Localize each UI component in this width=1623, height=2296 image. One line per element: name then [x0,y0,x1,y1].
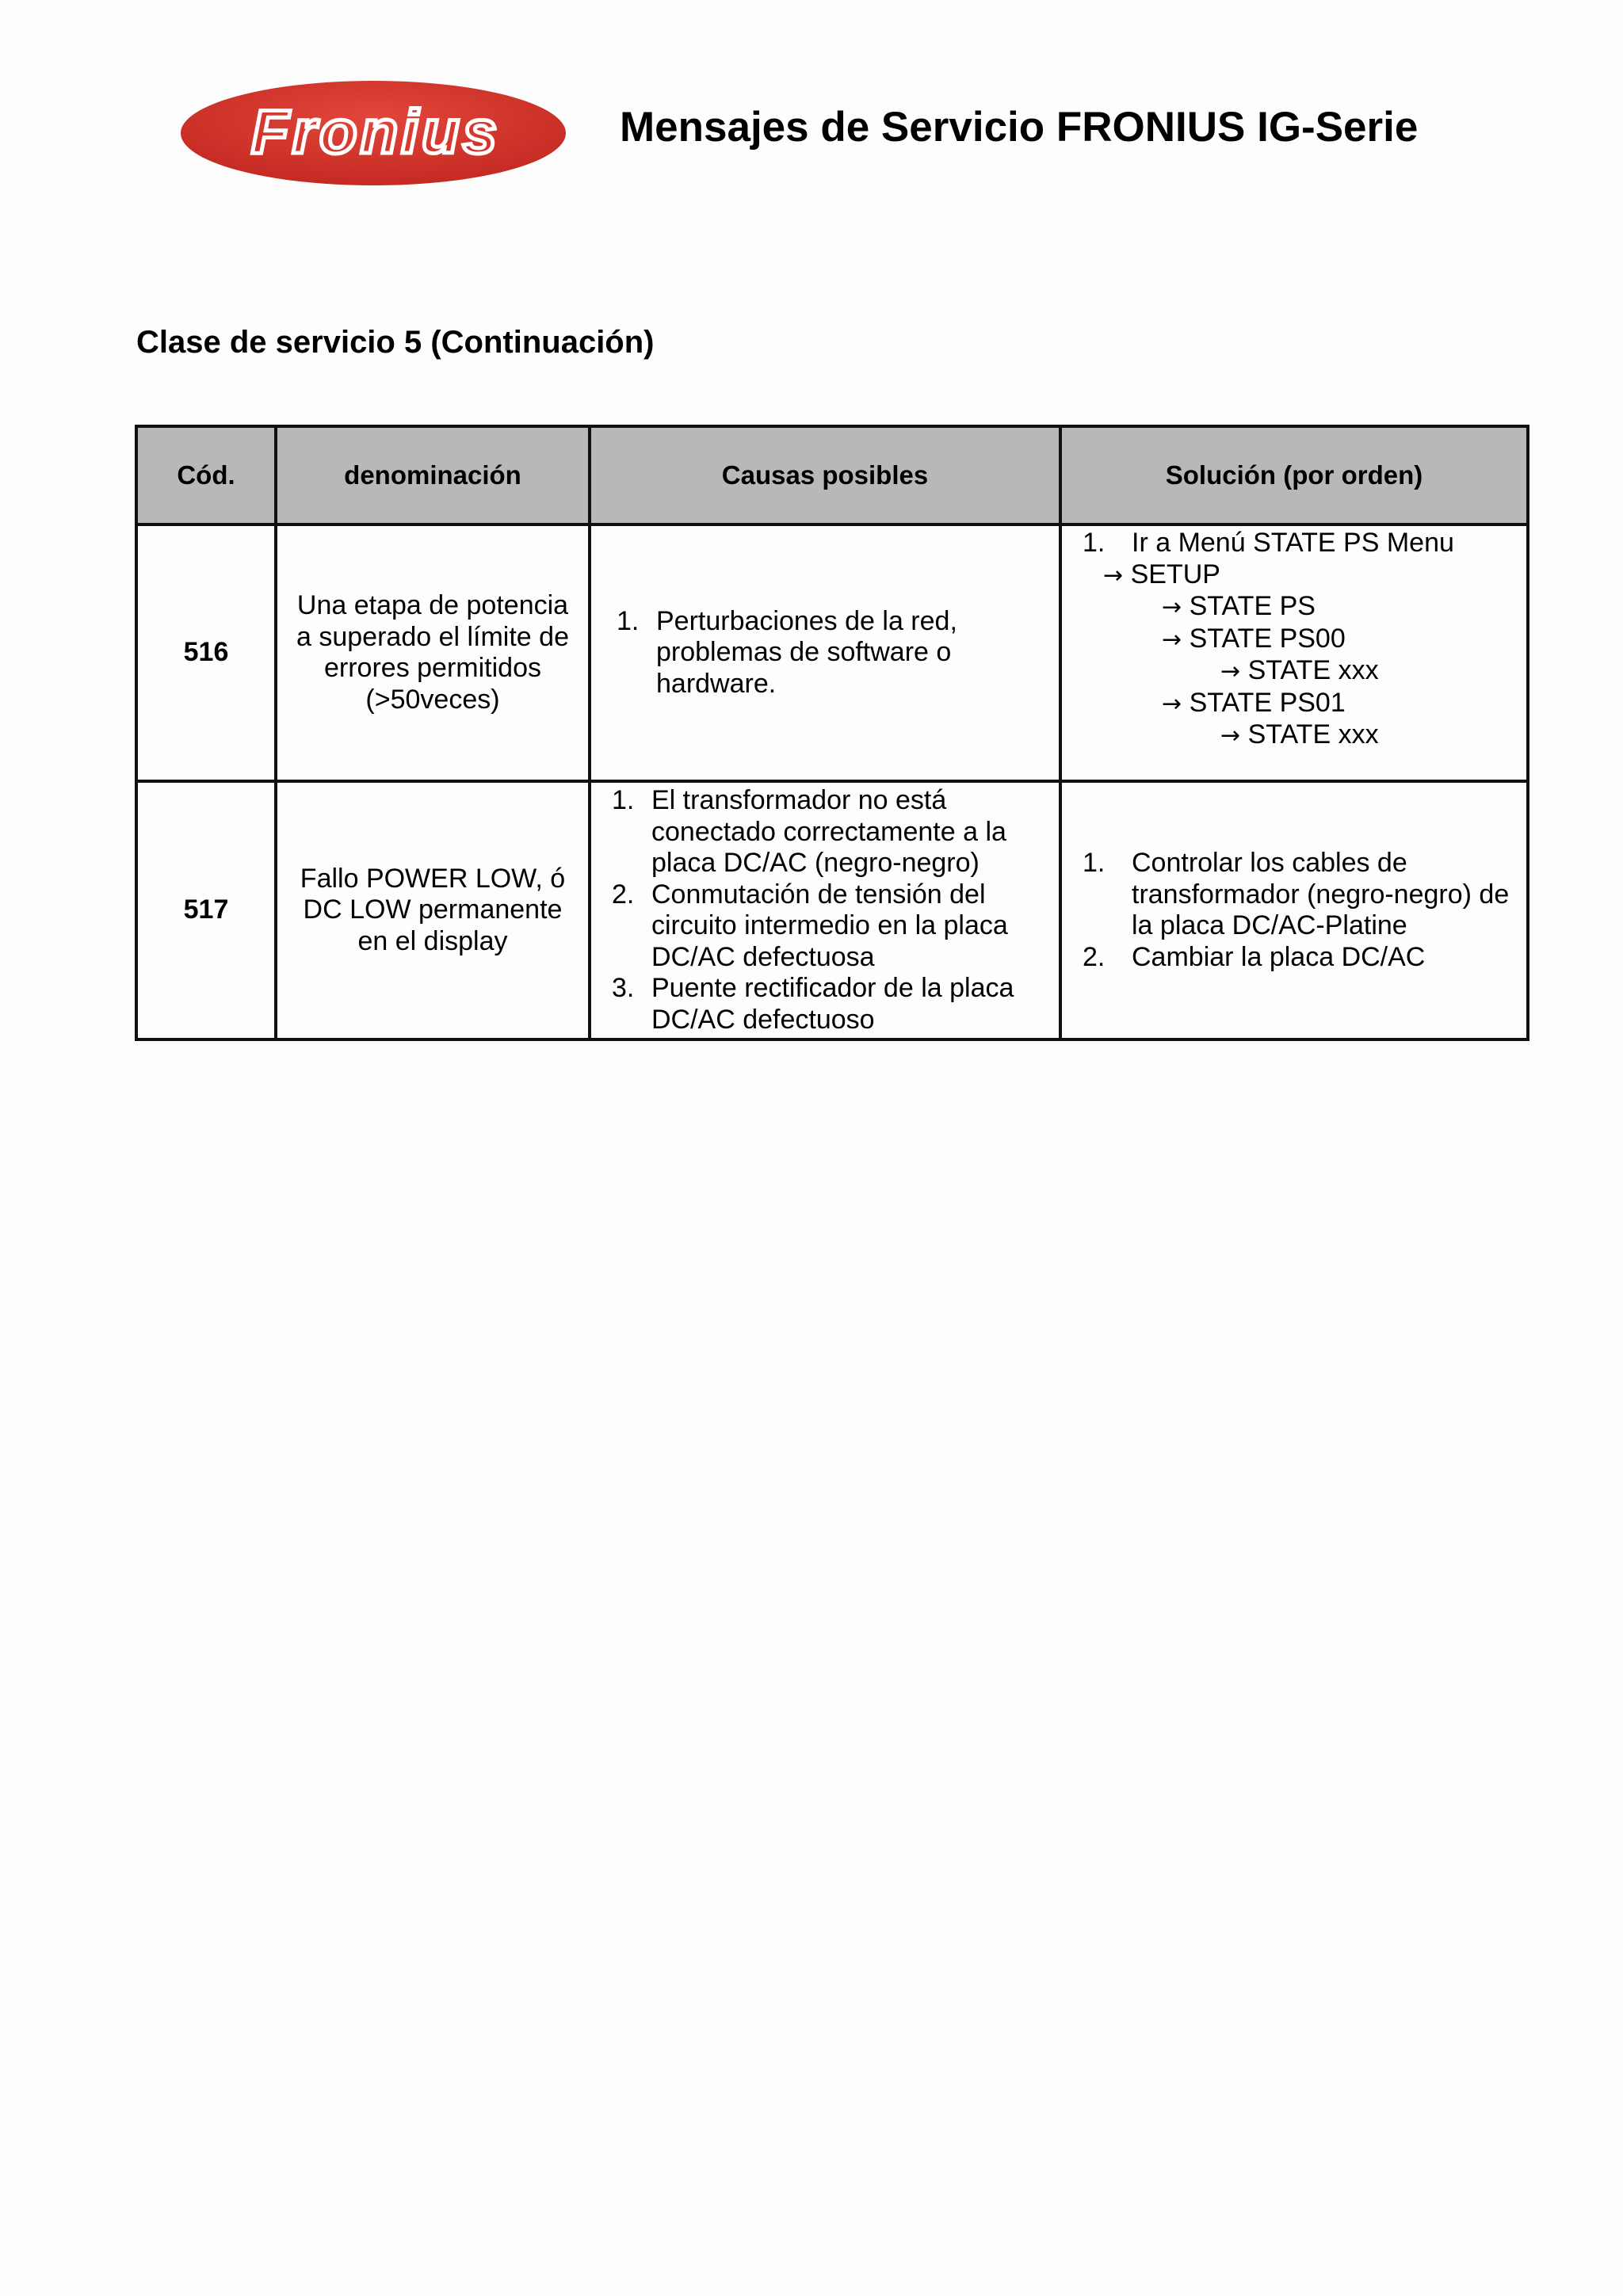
step-text: STATE PS [1189,591,1316,621]
causes-list [612,785,1043,1035]
list-item [617,606,1043,700]
arrow-right-icon: → [1220,722,1241,749]
table-row [136,524,1528,781]
arrow-right-icon: → [1162,625,1182,654]
menu-step [1083,624,1515,656]
header-solution: Solución (por orden) [1060,426,1528,524]
list-item [1083,942,1515,974]
solution-cell [1060,524,1528,781]
list-text: Puente rectificador de la placa DC/AC defectuoso [651,973,1014,1035]
list-number: 1. [1083,848,1106,878]
table-row [136,781,1528,1039]
table-header-row [136,426,1528,524]
section-title: Clase de servicio 5 (Continuación) [136,325,655,360]
name-cell: Fallo POWER LOW, ó DC LOW permanente en el display [276,781,590,1039]
fronius-logo-graphic [179,79,567,187]
solution-cell [1060,781,1528,1039]
list-text: Cambiar la placa DC/AC [1132,941,1426,972]
causes-cell [590,524,1060,781]
list-text: Conmutación de tensión del circuito intermedio en la placa DC/AC defectuosa [651,879,1008,972]
step-text: SETUP [1130,559,1220,589]
service-messages-table [135,425,1529,1041]
list-number: 3. [612,973,635,1003]
step-text: STATE PS01 [1189,687,1346,718]
list-item [1083,848,1515,942]
list-text: Perturbaciones de la red, problemas de software o hardware. [656,605,957,699]
header-causes: Causas posibles [590,426,1060,524]
step-text: STATE xxx [1247,719,1379,749]
menu-steps [1083,559,1515,752]
arrow-right-icon: → [1220,658,1241,685]
list-number: 1. [617,605,640,636]
list-item [612,785,1043,879]
code-cell: 516 [136,524,276,781]
menu-step [1083,719,1515,752]
arrow-right-icon: → [1162,593,1182,621]
arrow-right-icon: → [1103,561,1124,589]
fronius-logo [179,79,567,187]
document-title: Mensajes de Servicio FRONIUS IG-Serie [620,104,1419,151]
header-code: Cód. [136,426,276,524]
menu-step [1083,688,1515,720]
menu-step [1083,591,1515,624]
solution-list [1083,528,1515,559]
causes-cell [590,781,1060,1039]
list-item [612,879,1043,974]
list-text: Ir a Menú STATE PS Menu [1132,528,1454,558]
svg-text:Fronius: Fronius [251,97,500,166]
menu-step [1083,655,1515,688]
list-number: 1. [612,785,635,815]
list-number: 2. [612,879,635,910]
header-name: denominación [276,426,590,524]
step-text: STATE PS00 [1189,623,1346,654]
step-text: STATE xxx [1247,655,1379,685]
code-cell: 517 [136,781,276,1039]
list-item [612,973,1043,1035]
list-text: Controlar los cables de transformador (negro-negro) de la placa DC/AC-Platine [1132,848,1510,940]
list-text: El transformador no está conectado correctamente a la placa DC/AC (negro-negro) [651,785,1006,878]
list-number: 1. [1083,528,1106,558]
name-cell: Una etapa de potencia a superado el límite de errores permitidos (>50veces) [276,524,590,781]
list-item [1083,528,1515,559]
causes-list [617,606,1043,700]
solution-list [1083,848,1515,973]
list-number: 2. [1083,941,1106,972]
menu-step [1083,559,1515,592]
arrow-right-icon: → [1162,689,1182,718]
